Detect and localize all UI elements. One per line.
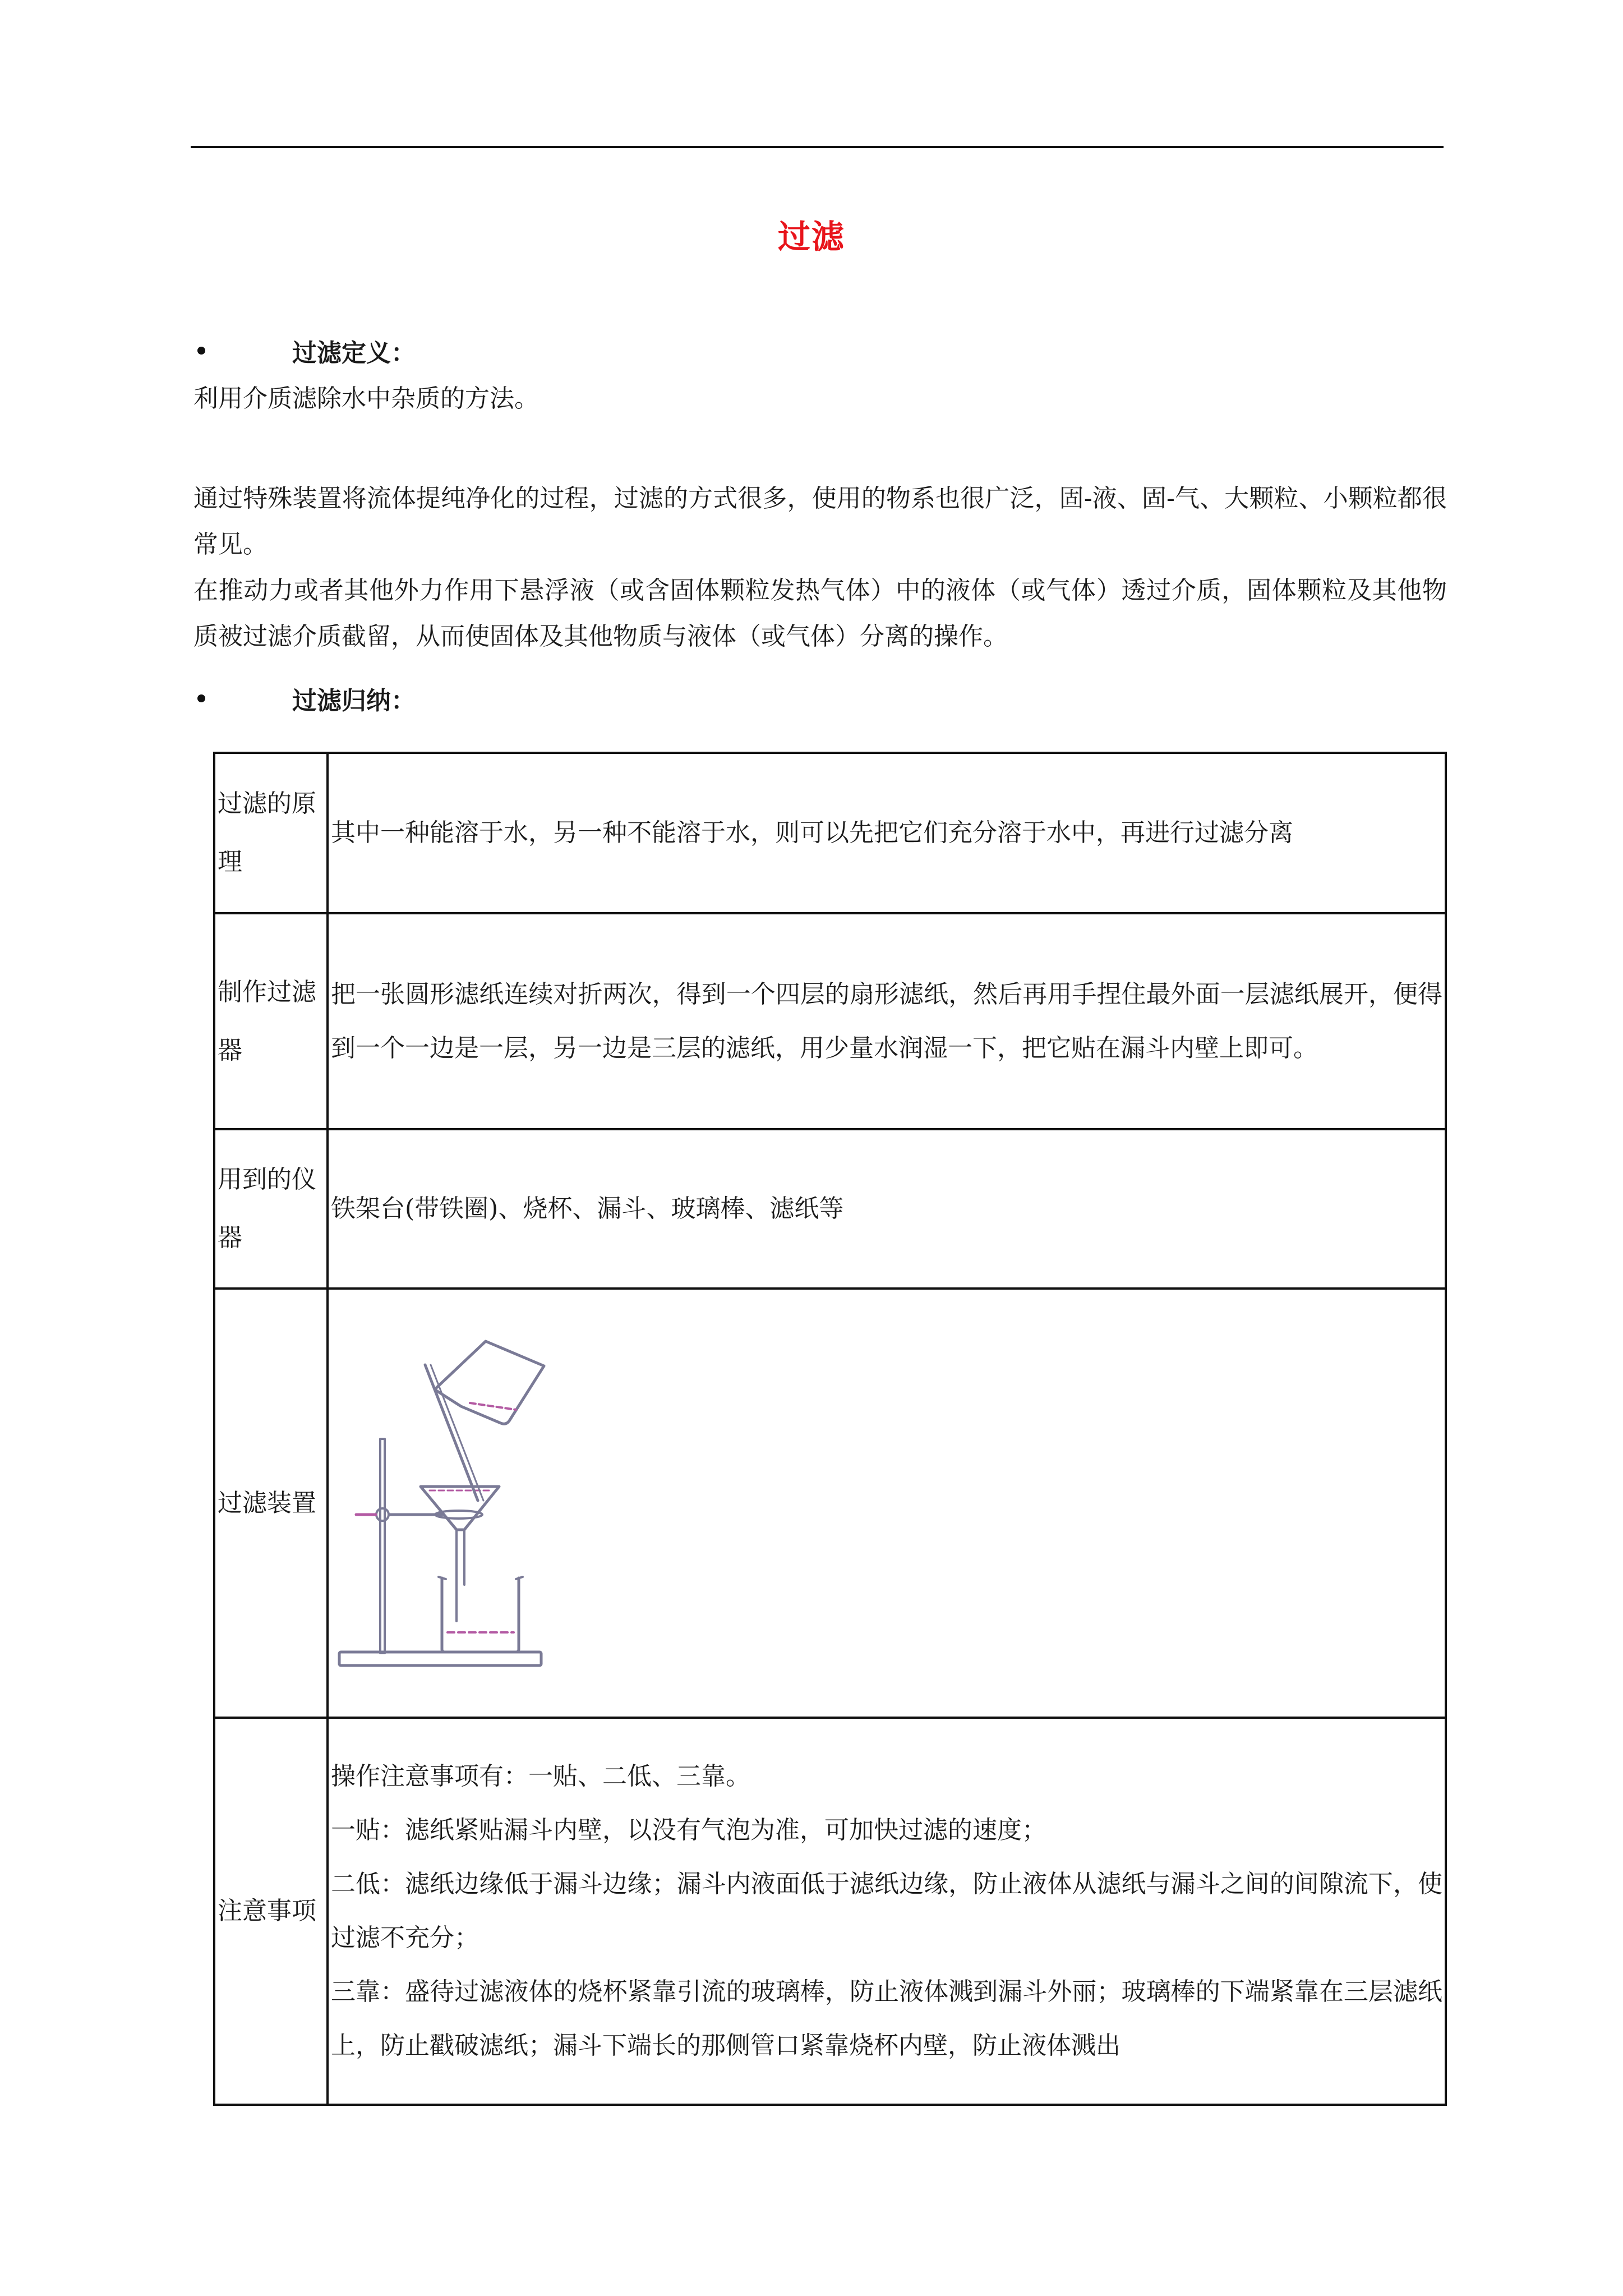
page-title: 过滤 xyxy=(777,218,845,256)
content-notes xyxy=(328,1718,1446,2105)
filtration-apparatus-illustration xyxy=(331,1315,578,1686)
table-row xyxy=(214,1289,1446,1718)
bullet-icon xyxy=(197,347,205,355)
table-row xyxy=(214,753,1446,913)
paragraph-operation: 在推动力或者其他外力作用下悬浮液（或含固体颗粒发热气体）中的液体（或气体）透过介质，固体颗粒及其他物质被过滤介质截留，从而使固体及其他物质与液体（或气体）分离的操作。 xyxy=(193,576,1447,651)
definition-heading: 过滤定义： xyxy=(292,339,416,367)
bullet-summary xyxy=(191,679,416,718)
summary-heading: 过滤归纳： xyxy=(292,687,416,715)
funnel-cone xyxy=(421,1487,499,1530)
receiving-beaker xyxy=(442,1578,519,1652)
clamp-knob xyxy=(376,1508,389,1521)
definition-text: 利用介质滤除水中杂质的方法。 xyxy=(193,384,539,413)
content-instruments: 铁架台(带铁圈)、烧杯、漏斗、玻璃棒、滤纸等 xyxy=(328,1129,1446,1289)
bullet-icon xyxy=(197,694,205,702)
notes-line-three-lean: 三靠：盛待过滤液体的烧杯紧靠引流的玻璃棒，防止液体溅到漏斗外丽；玻璃棒的下端紧靠在三层滤纸上，防止戳破滤纸；漏斗下端长的那侧管口紧靠烧杯内壁，防止液体溅出 xyxy=(331,1977,1442,2060)
beaker-liquid xyxy=(470,1403,516,1410)
table-row xyxy=(214,1129,1446,1289)
funnel-stem xyxy=(457,1530,464,1621)
table-row xyxy=(214,913,1446,1129)
filtration-diagram xyxy=(331,1290,1442,1717)
bullet-definition xyxy=(191,331,416,370)
apparatus-cell xyxy=(328,1289,1446,1718)
pouring-beaker xyxy=(435,1341,544,1424)
table-row xyxy=(214,1718,1446,2105)
notes-line-two-low: 二低：滤纸边缘低于漏斗边缘；漏斗内液面低于滤纸边缘，防止液体从滤纸与漏斗之间的间隙流下，使过滤不充分； xyxy=(331,1870,1442,1952)
glass-rod xyxy=(425,1365,478,1501)
header-rule xyxy=(191,146,1444,148)
paragraph-process: 通过特殊装置将流体提纯净化的过程，过滤的方式很多，使用的物系也很广泛，固-液、固-气、大颗粒、小颗粒都很常见。 xyxy=(193,484,1447,559)
label-principle: 过滤的原理 xyxy=(214,753,328,913)
summary-table xyxy=(213,752,1447,2106)
stand-rod xyxy=(380,1439,385,1653)
label-notes: 注意事项 xyxy=(214,1718,328,2105)
stand-base xyxy=(339,1652,541,1665)
content-make-filter: 把一张圆形滤纸连续对折两次，得到一个四层的扇形滤纸，然后再用手捏住最外面一层滤纸展开，便得到一个一边是一层，另一边是三层的滤纸，用少量水润湿一下，把它贴在漏斗内壁上即可。 xyxy=(328,913,1446,1129)
beaker-lip xyxy=(439,1577,523,1579)
content-principle: 其中一种能溶于水，另一种不能溶于水，则可以先把它们充分溶于水中，再进行过滤分离 xyxy=(328,753,1446,913)
label-instruments: 用到的仪器 xyxy=(214,1129,328,1289)
notes-line-intro: 操作注意事项有：一贴、二低、三靠。 xyxy=(331,1762,750,1791)
label-apparatus: 过滤装置 xyxy=(214,1289,328,1718)
notes-line-one-stick: 一贴：滤纸紧贴漏斗内壁，以没有气泡为准，可加快过滤的速度； xyxy=(331,1816,1046,1844)
label-make-filter: 制作过滤器 xyxy=(214,913,328,1129)
